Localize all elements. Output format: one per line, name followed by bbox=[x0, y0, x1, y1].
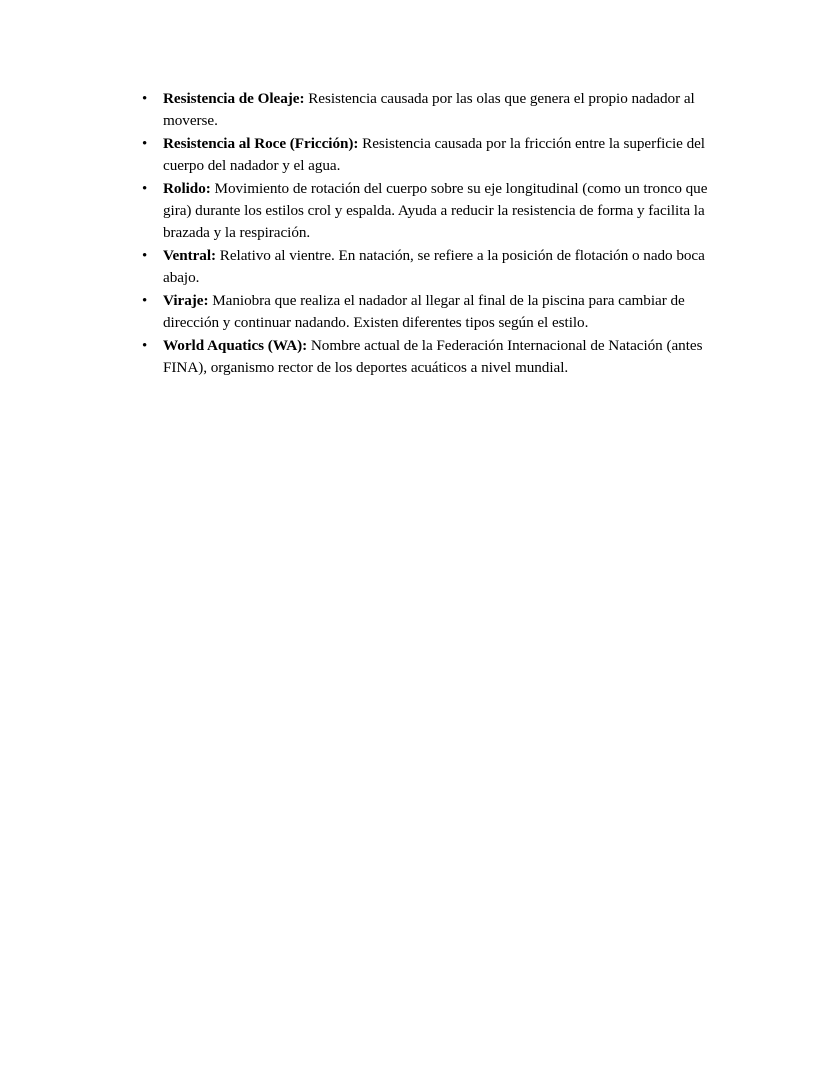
list-item bbox=[136, 245, 716, 289]
bullet-icon: • bbox=[142, 91, 148, 107]
glossary-definition: Resistencia causada por la fricción entre la superficie del cuerpo del nadador y el agua. bbox=[163, 134, 705, 175]
list-item bbox=[136, 178, 716, 245]
bullet-icon: • bbox=[142, 135, 148, 152]
glossary-term: Ventral: bbox=[163, 246, 217, 264]
glossary-term: Resistencia de Oleaje: bbox=[163, 90, 305, 107]
glossary-term: Rolido: bbox=[163, 179, 211, 197]
glossary-section bbox=[136, 88, 716, 380]
glossary-list bbox=[136, 88, 716, 379]
glossary-definition: Movimiento de rotación del cuerpo sobre su eje longitudinal (como un tronco que gira) durante los estilos crol y espalda. Ayuda a reducir la resistencia de forma y facilita la brazada y la respiración. bbox=[163, 179, 708, 242]
list-item bbox=[136, 335, 716, 379]
bullet-icon: • bbox=[142, 337, 148, 354]
glossary-term: Viraje: bbox=[163, 291, 209, 309]
list-item bbox=[136, 88, 716, 132]
list-item bbox=[136, 290, 716, 334]
list-item bbox=[136, 133, 716, 177]
glossary-definition: Resistencia causada por las olas que genera el propio nadador al moverse. bbox=[163, 90, 695, 130]
glossary-term: World Aquatics (WA): bbox=[163, 336, 308, 354]
bullet-icon: • bbox=[142, 247, 148, 264]
glossary-definition: Relativo al vientre. En natación, se refiere a la posición de flotación o nado boca abajo. bbox=[163, 246, 705, 287]
bullet-icon: • bbox=[142, 180, 148, 197]
glossary-term: Resistencia al Roce (Fricción): bbox=[163, 134, 359, 152]
glossary-definition: Nombre actual de la Federación Internacional de Natación (antes FINA), organismo rector de los deportes acuáticos a nivel mundial. bbox=[163, 336, 703, 376]
glossary-definition: Maniobra que realiza el nadador al llegar al final de la piscina para cambiar de dirección y continuar nadando. Existen diferentes tipos según el estilo. bbox=[163, 291, 685, 332]
bullet-icon: • bbox=[142, 292, 148, 309]
